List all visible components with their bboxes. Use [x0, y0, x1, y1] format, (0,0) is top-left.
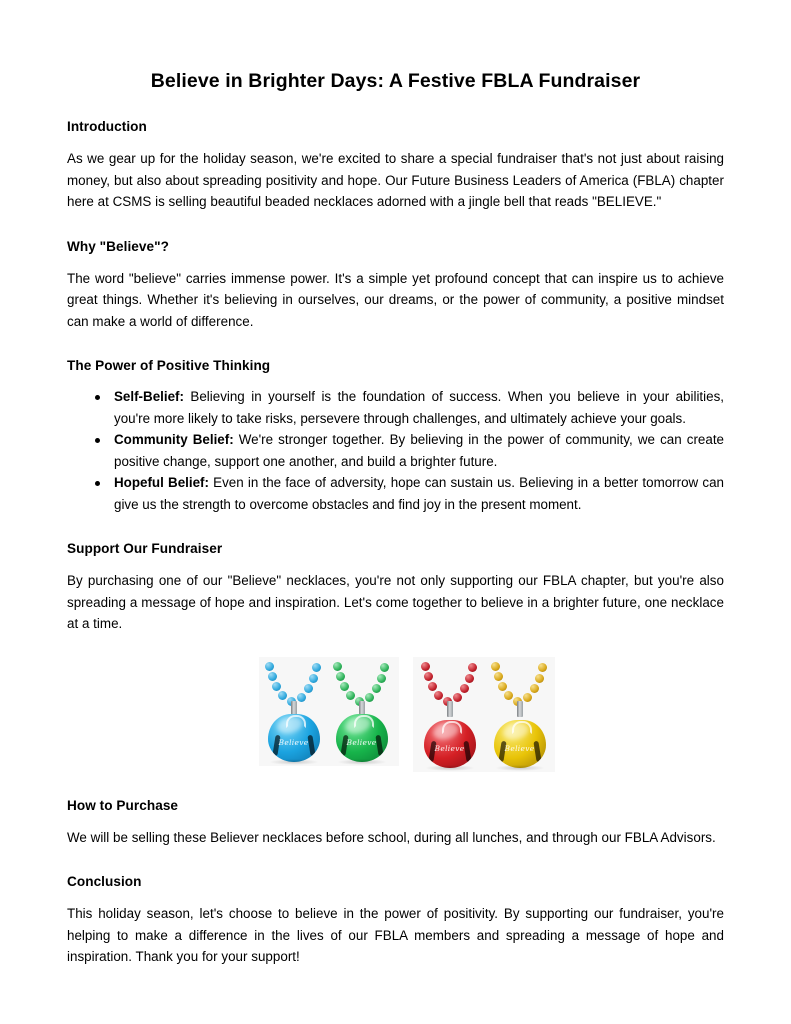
- bead: [538, 663, 547, 672]
- section-paragraph-conclusion: This holiday season, let's choose to believe in the power of positivity. By supporting our fundraiser, you're helping to make a difference in the lives of our FBLA members and spreading a message of hope and inspiration. Thank you for your support!: [67, 906, 724, 964]
- necklace-blue: [263, 657, 325, 766]
- drop-shadow: [495, 765, 545, 771]
- bead: [340, 682, 349, 691]
- bead: [309, 674, 318, 683]
- bead: [365, 693, 374, 702]
- list-item-lead: Hopeful Belief:: [114, 475, 209, 490]
- bead: [304, 684, 313, 693]
- bead: [494, 672, 503, 681]
- bullet-dot-icon: [95, 438, 100, 443]
- bead: [336, 672, 345, 681]
- list-item: [67, 386, 724, 429]
- clasp-icon: [517, 701, 523, 717]
- necklace-image-row: [67, 635, 724, 772]
- list-item-text: Even in the face of adversity, hope can sustain us. Believing in a better tomorrow can give us the strength to overcome obstacles and find joy in the present moment.: [114, 475, 725, 512]
- list-item-text: We're stronger together. By believing in the power of community, we can create positive change, support one another, and build a brighter future.: [114, 432, 724, 469]
- bead: [424, 672, 433, 681]
- section-paragraph-how-to-purchase: We will be selling these Believer necklaces before school, during all lunches, and through our FBLA Advisors.: [67, 829, 716, 845]
- necklace-red: [419, 657, 481, 772]
- bead: [523, 693, 532, 702]
- bullet-dot-icon: [95, 395, 100, 400]
- bell-engraving: Believe: [504, 743, 535, 753]
- section-paragraph-support-our-fundraiser: By purchasing one of our "Believe" necklaces, you're not only supporting our FBLA chapter, but you're also spreading a message of hope and inspiration. Let's come together to believe in a brighter future, one necklace at a time.: [67, 573, 724, 631]
- bead: [346, 691, 355, 700]
- bead: [468, 663, 477, 672]
- bead: [530, 684, 539, 693]
- bell-highlight: [431, 720, 460, 742]
- bead: [272, 682, 281, 691]
- bead: [278, 691, 287, 700]
- list-item-text: Believing in yourself is the foundation of success. When you believe in your abilities, you're more likely to take risks, persevere through challenges, and ultimately achieve your goals.: [114, 389, 724, 426]
- bead: [268, 672, 277, 681]
- jingle-bell: [424, 720, 476, 768]
- drop-shadow: [269, 759, 319, 765]
- bell-engraving: Believe: [434, 743, 465, 753]
- bead: [535, 674, 544, 683]
- bead: [460, 684, 469, 693]
- bead: [380, 663, 389, 672]
- bead: [333, 662, 342, 671]
- list-item-lead: Self-Belief:: [114, 389, 184, 404]
- bell-engraving: Believe: [278, 737, 309, 747]
- drop-shadow: [425, 765, 475, 771]
- section-heading-how-to-purchase: How to Purchase: [67, 797, 179, 813]
- section-heading-why-believe: Why "Believe"?: [67, 238, 169, 254]
- bead: [428, 682, 437, 691]
- section-heading-support-our-fundraiser: Support Our Fundraiser: [67, 541, 223, 556]
- bell-highlight: [275, 714, 304, 736]
- clasp-icon: [447, 701, 453, 717]
- section-paragraph-introduction: As we gear up for the holiday season, we're excited to share a special fundraiser that's not just about raising money, but also about spreading positivity and hope. Our Future Business Leaders of America (FBLA) chapter here at CSMS is selling beautiful beaded necklaces adorned with a jingle bell that reads "BELIEVE.": [67, 151, 724, 209]
- bead: [421, 662, 430, 671]
- bell-highlight: [343, 714, 372, 736]
- drop-shadow: [337, 759, 387, 765]
- bead: [504, 691, 513, 700]
- necklace-green: [331, 657, 393, 766]
- section-heading-introduction: Introduction: [67, 119, 147, 134]
- necklace-gold: [489, 657, 551, 772]
- bead: [453, 693, 462, 702]
- belief-bullet-list: [67, 373, 724, 515]
- bead: [498, 682, 507, 691]
- necklace-photo-blue-green: [259, 657, 399, 766]
- section-paragraph-why-believe: The word "believe" carries immense power. It's a simple yet profound concept that can inspire us to achieve great things. Whether it's believing in ourselves, our dreams, or the power of community, a positive mindset can make a world of difference.: [67, 270, 724, 329]
- bead: [434, 691, 443, 700]
- bell-engraving: Believe: [346, 737, 377, 747]
- jingle-bell: [494, 720, 546, 768]
- list-item: [67, 429, 724, 472]
- bead: [312, 663, 321, 672]
- section-heading-power-of-positive-thinking: The Power of Positive Thinking: [67, 358, 271, 373]
- necklace-photo-red-gold: [413, 657, 555, 772]
- bead: [265, 662, 274, 671]
- bead: [377, 674, 386, 683]
- list-item-lead: Community Belief:: [114, 432, 234, 447]
- section-heading-conclusion: Conclusion: [67, 874, 142, 889]
- bead: [297, 693, 306, 702]
- bead: [465, 674, 474, 683]
- list-item: [67, 472, 724, 515]
- page-title: Believe in Brighter Days: A Festive FBLA Fundraiser: [150, 70, 641, 92]
- bullet-dot-icon: [95, 481, 100, 486]
- bead: [372, 684, 381, 693]
- bead: [491, 662, 500, 671]
- bell-highlight: [501, 720, 530, 742]
- jingle-bell: [336, 714, 388, 762]
- jingle-bell: [268, 714, 320, 762]
